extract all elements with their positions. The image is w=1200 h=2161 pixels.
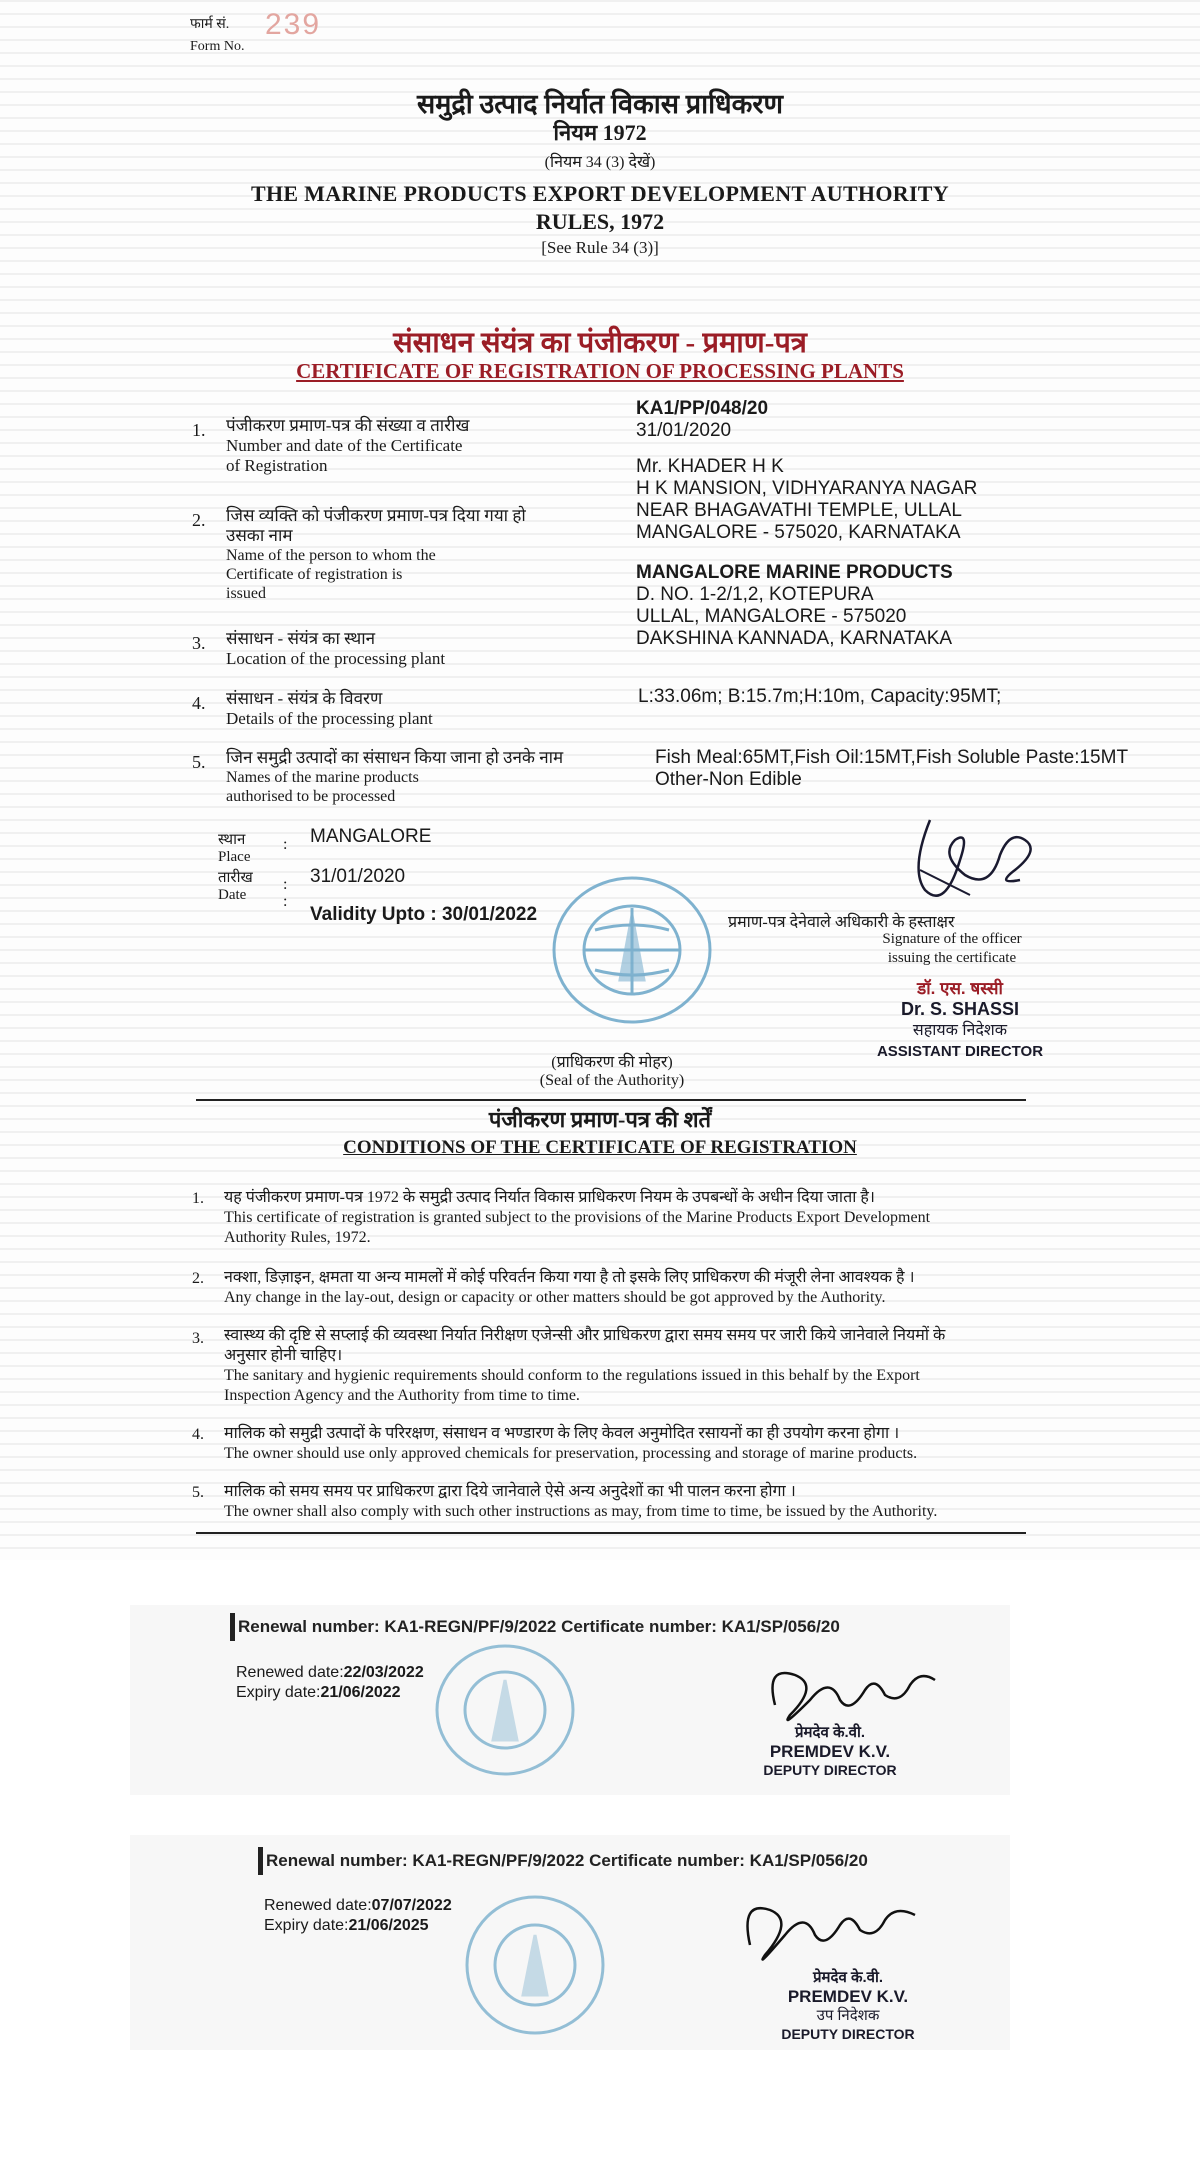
renewed-label: Renewed date: [236, 1664, 344, 1681]
date-colon: : [283, 893, 288, 910]
condition-hindi: मालिक को समुद्री उत्पादों के परिरक्षण, संसाधन व भण्डारण के लिए केवल अनुमोदित रसायनों का ही उपयोग करना होगा । [224, 1425, 900, 1442]
item-label-hindi: संसाधन - संयंत्र का स्थान [226, 629, 376, 648]
divider [196, 1532, 1026, 1534]
condition-en: Authority Rules, 1972. [224, 1229, 371, 1246]
item-value [636, 456, 977, 544]
item-label-en: Details of the processing plant [226, 709, 433, 728]
plant-details: L:33.06m; B:15.7m;H:10m, Capacity:95MT; [638, 686, 1002, 707]
renewal-block [130, 1605, 1010, 1795]
expiry-label: Expiry date: [264, 1917, 349, 1934]
place-colon: : [283, 836, 288, 853]
date-colon: : [283, 876, 288, 893]
person-name: Mr. KHADER H K [636, 456, 784, 477]
item-label-hindi: उसका नाम [226, 526, 293, 545]
renewed-date: 07/07/2022 [371, 1897, 452, 1914]
header-year-hindi: नियम 1972 [553, 120, 647, 145]
officer-name: Dr. S. SHASSI [900, 999, 1020, 1019]
certificate-number: KA1/PP/048/20 [636, 398, 769, 419]
condition-hindi: यह पंजीकरण प्रमाण-पत्र 1972 के समुद्री उत्पाद निर्यात विकास प्राधिकरण नियम के उपबन्धों के अधीन दिया जाता है। [224, 1189, 875, 1206]
item-label [226, 748, 666, 806]
officer-title-hindi: सहायक निदेशक [912, 1022, 1008, 1039]
officer-title: DEPUTY DIRECTOR [781, 2026, 915, 2042]
item-label-en: Names of the marine products [226, 769, 419, 786]
address-line: H K MANSION, VIDHYARANYA NAGAR [636, 478, 978, 499]
item-label-en: of Registration [226, 456, 328, 475]
renewal-header: Renewal number: KA1-REGN/PF/9/2022 Certificate number: KA1/SP/056/20 [238, 1617, 840, 1636]
products-list: Fish Meal:65MT,Fish Oil:15MT,Fish Soluble Paste:15MT [655, 747, 1129, 768]
item-label [226, 506, 646, 603]
seal-label-hindi: (प्राधिकरण की मोहर) [551, 1054, 673, 1071]
item-label [226, 689, 646, 729]
condition-text [224, 1268, 1044, 1308]
renewal-seal-stamp [430, 1640, 580, 1780]
officer-title: DEPUTY DIRECTOR [763, 1762, 897, 1778]
condition-en: Any change in the lay-out, design or capacity or other matters should be got approved by the Authority. [224, 1289, 886, 1306]
item-value [638, 686, 1001, 708]
renewal-dates [236, 1663, 424, 1703]
item-label-en: issued [226, 585, 266, 602]
place-value: MANGALORE [310, 826, 432, 847]
signature-label-line: issuing the certificate [887, 950, 1017, 966]
form-number-value: 239 [265, 8, 322, 41]
item-label-hindi: संसाधन - संयंत्र के विवरण [226, 689, 383, 708]
expiry-date: 21/06/2022 [320, 1684, 401, 1701]
renewal-seal-stamp [460, 1890, 610, 2040]
seal-label-en: (Seal of the Authority) [539, 1072, 685, 1089]
item-label-en: Name of the person to whom the [226, 547, 436, 564]
item-value [636, 398, 768, 442]
condition-text [224, 1326, 1044, 1406]
form-label-hindi: फार्म सं. [190, 17, 230, 32]
item-label-hindi: जिन समुद्री उत्पादों का संसाधन किया जाना हो उनके नाम [226, 748, 564, 767]
address-line: NEAR BHAGAVATHI TEMPLE, ULLAL [636, 500, 962, 521]
renewal-officer-stamp [730, 1723, 930, 1780]
certificate-title-hindi: संसाधन संयंत्र का पंजीकरण - प्रमाण-पत्र [393, 327, 807, 359]
condition-text [224, 1188, 1044, 1248]
renewal-signature [735, 1875, 935, 1975]
signature-label-en [862, 930, 1042, 968]
item-label [226, 629, 646, 669]
condition-en: This certificate of registration is granted subject to the provisions of the Marine Products Export Development [224, 1209, 931, 1226]
renewal-header: Renewal number: KA1-REGN/PF/9/2022 Certificate number: KA1/SP/056/20 [266, 1851, 868, 1870]
signature-label-hindi: प्रमाण-पत्र देनेवाले अधिकारी के हस्ताक्षर [728, 914, 955, 931]
condition-en: The owner should use only approved chemicals for preservation, processing and storage of marine products. [224, 1445, 918, 1462]
conditions-title-hindi: पंजीकरण प्रमाण-पत्र की शर्तें [488, 1107, 712, 1132]
officer-name: PREMDEV K.V. [769, 1742, 891, 1761]
condition-number: 5. [192, 1484, 204, 1501]
date-label-hindi: तारीख [218, 870, 253, 886]
item-label [226, 416, 646, 476]
authority-seal-stamp [545, 860, 720, 1030]
plant-name: MANGALORE MARINE PRODUCTS [636, 562, 953, 583]
place-label [218, 832, 250, 866]
condition-text [224, 1424, 1044, 1464]
item-label-en: Number and date of the Certificate [226, 436, 463, 455]
condition-text [224, 1482, 1044, 1522]
certificate-title-en: CERTIFICATE OF REGISTRATION OF PROCESSING PLANTS [296, 359, 904, 383]
header-title-en: THE MARINE PRODUCTS EXPORT DEVELOPMENT AUTHORITY [251, 181, 949, 206]
products-list: Other-Non Edible [655, 769, 802, 790]
form-label-en: Form No. [190, 39, 245, 54]
date-label-en: Date [218, 887, 247, 903]
divider [196, 1099, 1026, 1101]
officer-signature [900, 800, 1060, 920]
address-line: ULLAL, MANGALORE - 575020 [636, 606, 907, 627]
officer-name-hindi: प्रेमदेव के.वी. [794, 1724, 866, 1741]
form-number-label [190, 14, 244, 58]
date-label [218, 870, 253, 904]
renewal-signature [760, 1645, 950, 1735]
item-value [655, 747, 1128, 791]
renewed-date: 22/03/2022 [343, 1664, 424, 1681]
item-number: 5. [192, 752, 206, 772]
officer-name: PREMDEV K.V. [787, 1987, 909, 2006]
officer-stamp [850, 978, 1070, 1062]
address-line: MANGALORE - 575020, KARNATAKA [636, 522, 961, 543]
header-rule-en: [See Rule 34 (3)] [541, 238, 659, 257]
condition-number: 4. [192, 1426, 204, 1443]
condition-hindi: नक्शा, डिज़ाइन, क्षमता या अन्य मामलों में कोई परिवर्तन किया गया है तो इसके लिए प्राधिकरण की मंजूरी लेना आवश्यक है । [224, 1269, 915, 1286]
renewal-bar [258, 1847, 263, 1875]
condition-en: The sanitary and hygienic requirements should conform to the regulations issued in this behalf by the Export [224, 1367, 920, 1384]
date-value: 31/01/2020 [310, 866, 406, 887]
item-label-en: Certificate of registration is [226, 566, 403, 583]
item-label-hindi: जिस व्यक्ति को पंजीकरण प्रमाण-पत्र दिया गया हो [226, 506, 526, 525]
header-rule-hindi: (नियम 34 (3) देखें) [544, 154, 656, 171]
condition-en: Inspection Agency and the Authority from time to time. [224, 1387, 580, 1404]
item-label-en: authorised to be processed [226, 788, 396, 805]
address-line: DAKSHINA KANNADA, KARNATAKA [636, 628, 953, 649]
item-label-hindi: पंजीकरण प्रमाण-पत्र की संख्या व तारीख [226, 416, 470, 435]
condition-hindi: मालिक को समय समय पर प्राधिकरण द्वारा दिये जानेवाले ऐसे अन्य अनुदेशों का भी पालन करना होगा । [224, 1483, 796, 1500]
item-number: 1. [192, 420, 206, 440]
seal-label [512, 1050, 712, 1090]
item-value [636, 562, 953, 650]
condition-hindi: स्वास्थ्य की दृष्टि से सप्लाई की व्यवस्था निर्यात निरीक्षण एजेन्सी और प्राधिकरण द्वारा समय समय पर जारी किये जानेवाले नियमों के [224, 1327, 946, 1344]
conditions-title-en: CONDITIONS OF THE CERTIFICATE OF REGISTRATION [343, 1137, 857, 1158]
renewed-label: Renewed date: [264, 1897, 372, 1914]
renewal-dates [264, 1896, 452, 1936]
expiry-date: 21/06/2025 [348, 1917, 429, 1934]
officer-title: ASSISTANT DIRECTOR [876, 1043, 1044, 1060]
header-year-en: RULES, 1972 [535, 209, 665, 234]
condition-number: 3. [192, 1330, 204, 1347]
item-number: 3. [192, 633, 206, 653]
renewal-officer-stamp [768, 1968, 928, 2044]
item-label-en: Location of the processing plant [226, 649, 446, 668]
item-number: 2. [192, 510, 206, 530]
officer-title-hindi: उप निदेशक [816, 2007, 880, 2024]
place-label-en: Place [218, 849, 251, 865]
address-line: D. NO. 1-2/1,2, KOTEPURA [636, 584, 874, 605]
officer-name-hindi: प्रेमदेव के.वी. [812, 1969, 884, 1986]
officer-name-hindi: डॉ. एस. षस्सी [917, 979, 1003, 998]
renewal-bar [230, 1613, 235, 1641]
place-label-hindi: स्थान [218, 832, 246, 848]
condition-hindi: अनुसार होनी चाहिए। [224, 1347, 343, 1364]
certificate-date: 31/01/2020 [636, 420, 732, 441]
header-title-hindi: समुद्री उत्पाद निर्यात विकास प्राधिकरण [417, 89, 783, 119]
condition-number: 1. [192, 1190, 204, 1207]
condition-number: 2. [192, 1270, 204, 1287]
expiry-label: Expiry date: [236, 1684, 321, 1701]
signature-label-line: Signature of the officer [882, 931, 1022, 947]
condition-en: The owner shall also comply with such other instructions as may, from time to time, be issued by the Authority. [224, 1503, 938, 1520]
item-number: 4. [192, 693, 206, 713]
renewal-block [130, 1835, 1010, 2050]
validity-text: Validity Upto : 30/01/2022 [310, 904, 538, 925]
